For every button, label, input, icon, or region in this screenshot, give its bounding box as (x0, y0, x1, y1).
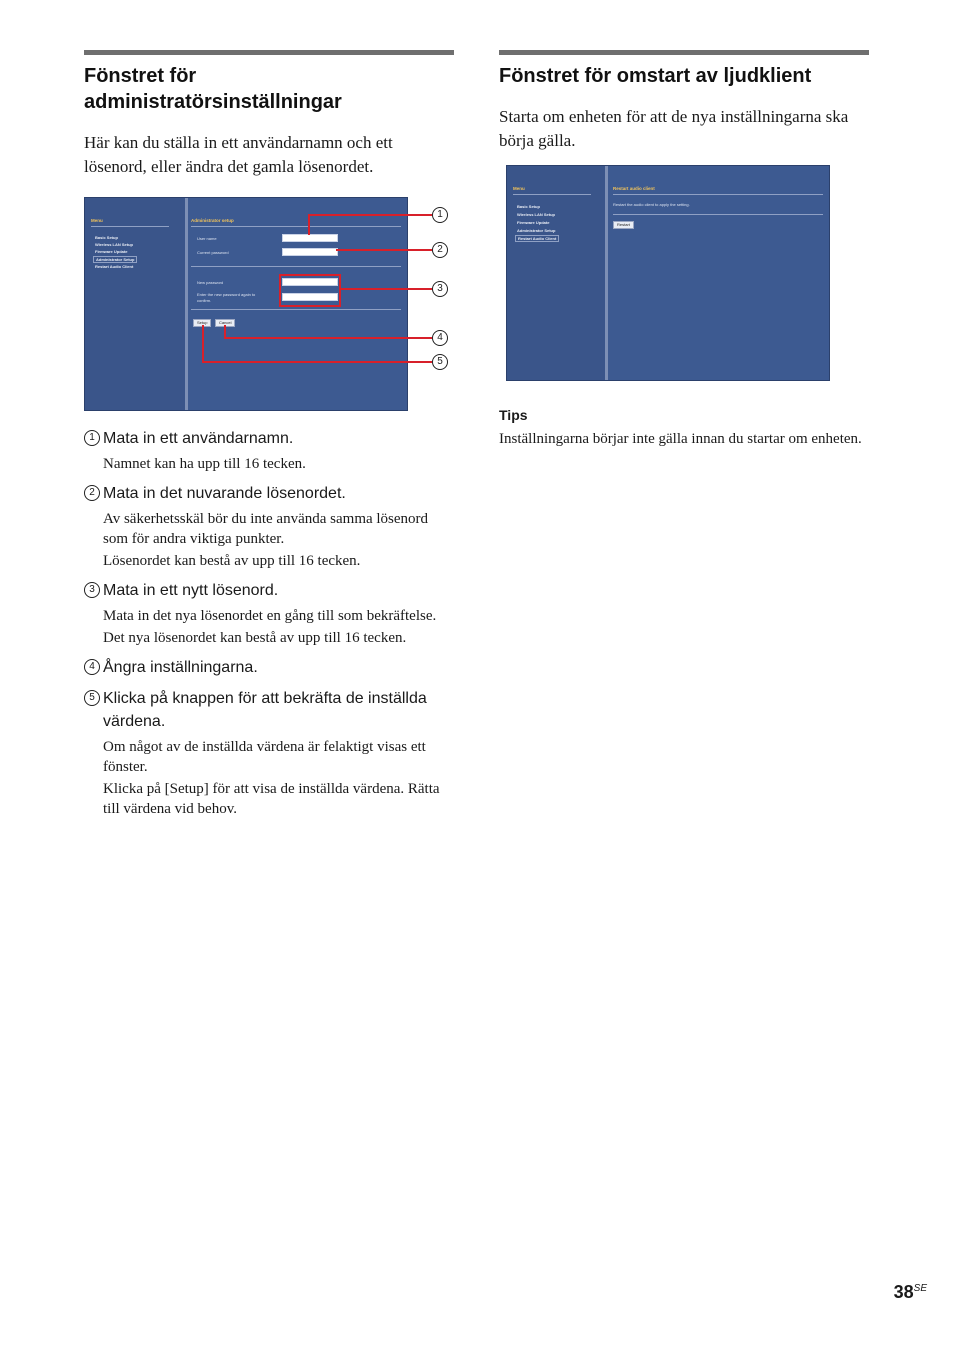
tips-heading: Tips (499, 407, 528, 423)
setup-button[interactable]: Setup (193, 319, 211, 327)
step-title: Ångra inställningarna. (103, 659, 258, 676)
restart-intro: Starta om enheten för att de nya inställningarna ska börja gälla. (499, 107, 849, 150)
callout-3: 3 (432, 281, 448, 297)
step-title: Klicka på knappen för att bekräfta de inställda värdena. (103, 690, 427, 730)
menu-item-administrator-setup[interactable]: Administrator Setup (517, 228, 556, 233)
current-password-field[interactable] (282, 248, 338, 256)
admin-screenshot-figure (84, 197, 454, 409)
step-number: 1 (84, 430, 100, 446)
left-column (84, 50, 454, 819)
page-number-value: 38 (893, 1282, 914, 1302)
steps-list (84, 427, 454, 819)
step-2 (84, 482, 454, 505)
step-note: Det nya lösenordet kan bestå av upp till 16 tecken. (103, 630, 407, 646)
restart-instruction: Restart the audio client to apply the setting. (613, 202, 690, 207)
menu-title: Menu (91, 218, 103, 223)
step-4 (84, 656, 454, 679)
step-number: 2 (84, 485, 100, 501)
menu-item-restart-audio-client[interactable]: Restart Audio Client (95, 264, 134, 269)
confirm-label-line2: confirm. (197, 298, 212, 303)
step-note: Lösenordet kan bestå av upp till 16 tecken. (103, 553, 361, 569)
user-name-label: User name (197, 236, 217, 241)
current-password-label: Current password (197, 250, 229, 255)
callout-1: 1 (432, 207, 448, 223)
step-title: Mata in ett nytt lösenord. (103, 582, 279, 599)
step-3 (84, 579, 454, 602)
menu-item-basic-setup[interactable]: Basic Setup (95, 235, 118, 240)
step-1 (84, 427, 454, 450)
page-number (894, 1282, 927, 1303)
restart-button[interactable]: Restart (613, 221, 634, 229)
admin-heading: Fönstret för administratörsinställningar (84, 65, 342, 113)
section-rule (84, 50, 454, 55)
admin-intro: Här kan du ställa in ett användarnamn och ett lösenord, eller ändra det gamla lösenordet. (84, 133, 393, 176)
menu-title: Menu (513, 186, 525, 191)
step-note: Namnet kan ha upp till 16 tecken. (103, 456, 306, 472)
restart-screenshot (506, 165, 830, 381)
pane-title: Administrator setup (191, 218, 234, 223)
step-title: Mata in ett användarnamn. (103, 430, 294, 447)
step-number: 4 (84, 659, 100, 675)
section-rule (499, 50, 869, 55)
confirm-label-line1: Enter the new password again to (197, 292, 256, 297)
step-5 (84, 687, 454, 733)
menu-item-restart-audio-client[interactable]: Restart Audio Client (515, 235, 559, 242)
menu-item-firmware-update[interactable]: Firmware Update (95, 249, 128, 254)
page-number-suffix: SE (913, 1283, 927, 1294)
step-note: Klicka på [Setup] för att visa de inställda värdena. Rätta till värdena vid behov. (103, 781, 440, 817)
step-note: Om något av de inställda värdena är felaktigt visas ett fönster. (103, 739, 426, 775)
admin-screenshot (84, 197, 408, 411)
menu-item-wireless-lan[interactable]: Wireless LAN Setup (517, 212, 555, 217)
pane-title: Restart audio client (613, 186, 655, 191)
step-note: Mata in det nya lösenordet en gång till som bekräftelse. (103, 608, 437, 624)
step-note: Av säkerhetsskäl bör du inte använda samma lösenord som för andra viktiga punkter. (103, 511, 429, 547)
menu-item-firmware-update[interactable]: Firmware Update (517, 220, 550, 225)
menu-item-basic-setup[interactable]: Basic Setup (517, 204, 540, 209)
new-password-label: New password (197, 280, 224, 285)
step-number: 5 (84, 690, 100, 706)
menu-item-wireless-lan[interactable]: Wireless LAN Setup (95, 242, 133, 247)
step-number: 3 (84, 582, 100, 598)
callout-5: 5 (432, 354, 448, 370)
callout-4: 4 (432, 330, 448, 346)
cancel-button[interactable]: Cancel (215, 319, 235, 327)
user-name-field[interactable] (282, 234, 338, 242)
new-password-highlight (279, 274, 341, 307)
menu-item-administrator-setup[interactable]: Administrator Setup (93, 256, 137, 263)
restart-heading: Fönstret för omstart av ljudklient (499, 65, 812, 87)
right-column (499, 50, 869, 450)
step-title: Mata in det nuvarande lösenordet. (103, 485, 346, 502)
callout-2: 2 (432, 242, 448, 258)
tips-text: Inställningarna börjar inte gälla innan du startar om enheten. (499, 431, 862, 447)
